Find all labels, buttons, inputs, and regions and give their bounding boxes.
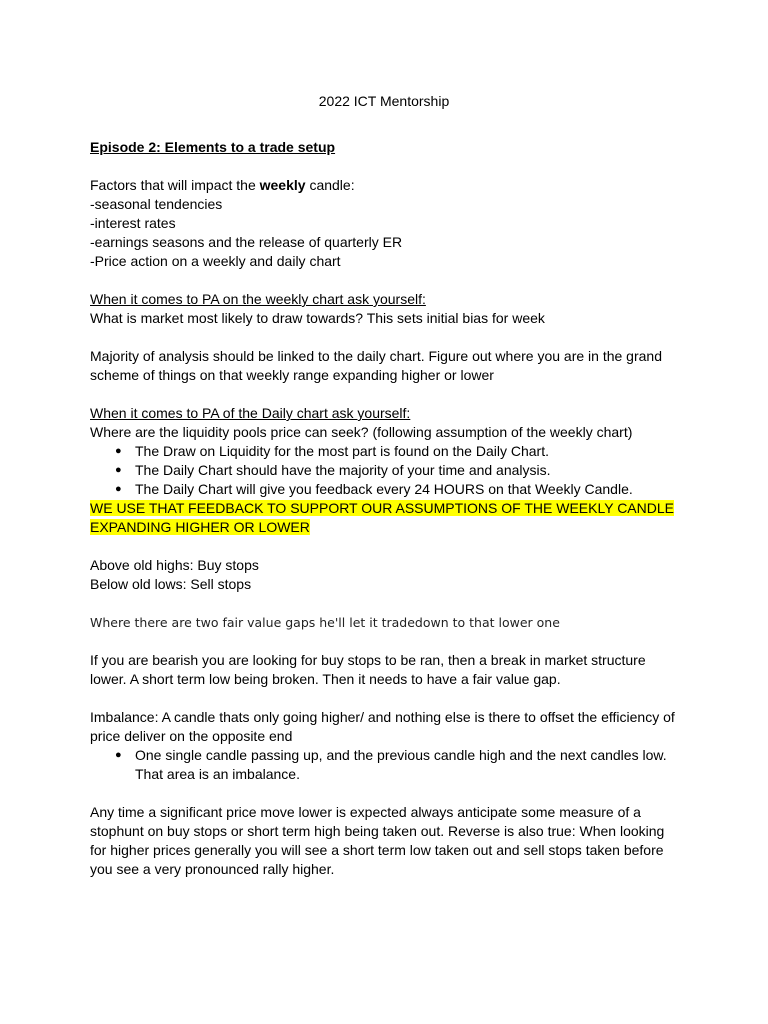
- stops-above: Above old highs: Buy stops: [90, 557, 259, 573]
- weekly-section-text: What is market most likely to draw towards? This sets initial bias for week: [90, 310, 545, 326]
- highlighted-note: [90, 499, 680, 537]
- bearish-paragraph: If you are bearish you are looking for buy stops to be ran, then a break in market structure lower. A short term low being broken. Then it needs to have a fair value gap.: [90, 652, 646, 687]
- highlight-line-2: EXPANDING HIGHER OR LOWER: [90, 519, 310, 535]
- factors-intro-bold: weekly: [259, 177, 306, 193]
- episode-heading: Episode 2: Elements to a trade setup: [90, 139, 336, 155]
- list-item: [115, 442, 680, 461]
- list-item-text: The Daily Chart will give you feedback every 24 HOURS on that Weekly Candle.: [135, 481, 633, 497]
- daily-section-text: Where are the liquidity pools price can seek? (following assumption of the weekly chart): [90, 424, 633, 440]
- imbalance-bullet-list: [90, 746, 680, 784]
- factors-intro: [90, 176, 680, 195]
- weekly-section-heading: When it comes to PA on the weekly chart ask yourself:: [90, 291, 426, 307]
- closing-paragraph: Any time a significant price move lower is expected always anticipate some measure of a stophunt on buy stops or short term high being taken out. Reverse is also true: When looking for higher prices generally you will see a short term low taken out and sell stops taken before you see a very pronounced rally higher.: [90, 804, 665, 877]
- fvg-note: Where there are two fair value gaps he'll let it tradedown to that lower one: [90, 615, 560, 630]
- bullet-icon: ●: [115, 483, 122, 495]
- factor-item: -earnings seasons and the release of quarterly ER: [90, 234, 403, 250]
- factors-intro-prefix: Factors that will impact the: [90, 177, 260, 193]
- list-item: [115, 746, 680, 784]
- daily-bullet-list: [90, 442, 680, 499]
- document-title: 2022 ICT Mentorship: [318, 93, 450, 109]
- factor-item: -Price action on a weekly and daily chart: [90, 253, 341, 269]
- list-item-text: The Draw on Liquidity for the most part is found on the Daily Chart.: [135, 443, 549, 459]
- bullet-icon: ●: [115, 445, 122, 457]
- factors-intro-suffix: candle:: [305, 177, 355, 193]
- daily-section-heading: When it comes to PA of the Daily chart ask yourself:: [90, 405, 411, 421]
- document-body: [90, 138, 680, 879]
- majority-paragraph: Majority of analysis should be linked to the daily chart. Figure out where you are in the grand scheme of things on that weekly range expanding higher or lower: [90, 348, 662, 383]
- stops-below: Below old lows: Sell stops: [90, 576, 252, 592]
- list-item: [115, 461, 680, 480]
- factor-item: -interest rates: [90, 215, 176, 231]
- factor-item: -seasonal tendencies: [90, 196, 223, 212]
- list-item: [115, 480, 680, 499]
- imbalance-paragraph: Imbalance: A candle thats only going higher/ and nothing else is there to offset the efficiency of price deliver on the opposite end: [90, 709, 675, 744]
- list-item-text: One single candle passing up, and the previous candle high and the next candles low. That area is an imbalance.: [135, 747, 667, 782]
- list-item-text: The Daily Chart should have the majority of your time and analysis.: [135, 462, 551, 478]
- highlight-line-1: WE USE THAT FEEDBACK TO SUPPORT OUR ASSUMPTIONS OF THE WEEKLY CANDLE: [90, 500, 674, 516]
- bullet-icon: ●: [115, 464, 122, 476]
- bullet-icon: ●: [115, 749, 122, 761]
